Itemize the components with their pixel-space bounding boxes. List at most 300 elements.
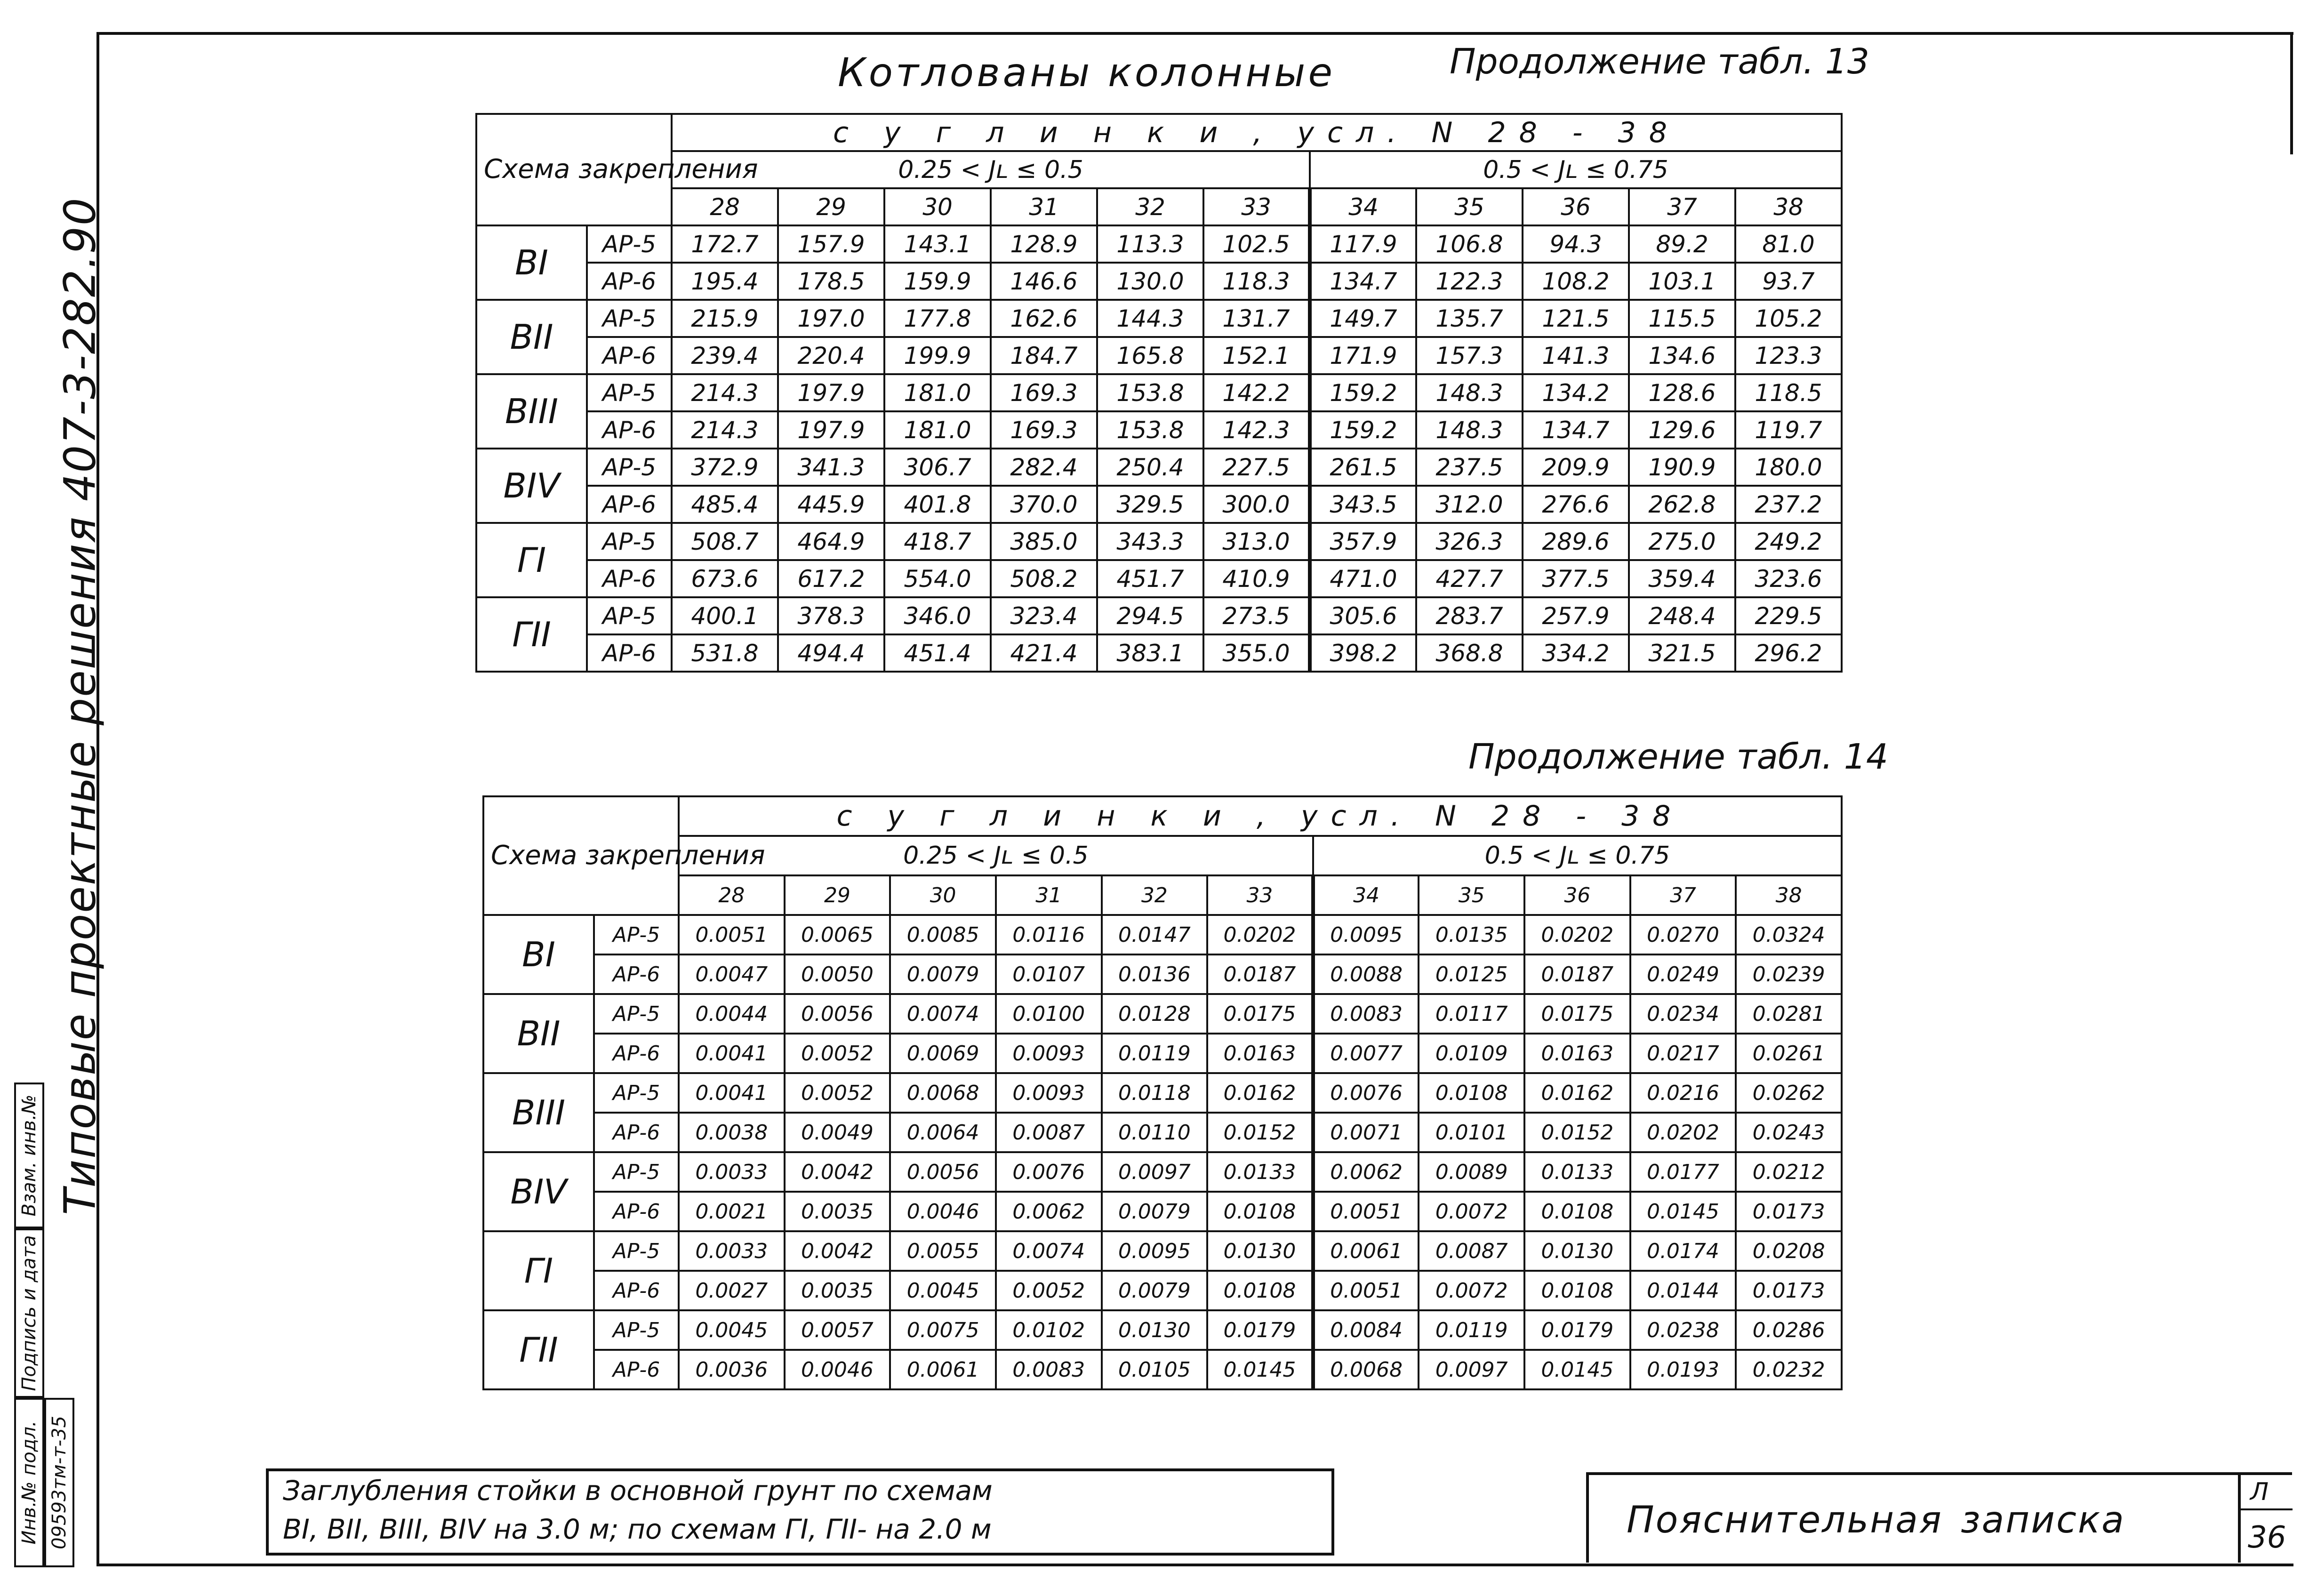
value-cell: 385.0 xyxy=(991,523,1097,560)
value-cell: 0.0057 xyxy=(785,1310,890,1350)
value-cell: 401.8 xyxy=(884,486,991,523)
value-cell: 0.0084 xyxy=(1313,1310,1419,1350)
value-cell: 148.3 xyxy=(1416,374,1523,411)
value-cell: 0.0097 xyxy=(1102,1152,1208,1192)
title-block-left: Пояснительная xyxy=(1627,1499,1943,1541)
value-cell: 0.0021 xyxy=(679,1192,785,1231)
value-cell: 0.0324 xyxy=(1736,915,1842,954)
value-cell: 0.0130 xyxy=(1102,1310,1208,1350)
value-cell: 0.0035 xyxy=(785,1192,890,1231)
column-header: 37 xyxy=(1629,188,1735,225)
anchor-type-cell: АР-6 xyxy=(587,337,672,374)
value-cell: 0.0052 xyxy=(785,1073,890,1113)
value-cell: 0.0109 xyxy=(1419,1034,1524,1073)
value-cell: 0.0232 xyxy=(1736,1350,1842,1389)
value-cell: 0.0068 xyxy=(890,1073,996,1113)
value-cell: 113.3 xyxy=(1097,225,1203,263)
value-cell: 157.3 xyxy=(1416,337,1523,374)
header-row-3 xyxy=(476,188,1842,225)
column-header: 28 xyxy=(679,875,785,915)
value-cell: 105.2 xyxy=(1735,300,1842,337)
anchor-type-cell: АР-6 xyxy=(594,1034,679,1073)
value-cell: 400.1 xyxy=(672,597,778,634)
table14-continuation: Продолжение табл. 14 xyxy=(1468,737,1888,777)
value-cell: 89.2 xyxy=(1629,225,1735,263)
table13-continuation: Продолжение табл. 13 xyxy=(1450,41,1869,82)
table-row xyxy=(476,225,1842,263)
anchor-type-cell: АР-5 xyxy=(594,1231,679,1271)
column-header: 35 xyxy=(1416,188,1523,225)
column-header: 30 xyxy=(884,188,991,225)
value-cell: 0.0095 xyxy=(1102,1231,1208,1271)
value-cell: 209.9 xyxy=(1523,449,1629,486)
value-cell: 227.5 xyxy=(1203,449,1310,486)
frame-top-line xyxy=(96,32,2293,35)
value-cell: 0.0174 xyxy=(1630,1231,1736,1271)
table-row xyxy=(476,374,1842,411)
value-cell: 357.9 xyxy=(1310,523,1416,560)
value-cell: 0.0130 xyxy=(1207,1231,1313,1271)
value-cell: 93.7 xyxy=(1735,263,1842,300)
sheet-number: 36 xyxy=(2248,1520,2286,1555)
page-title: Котлованы колонные xyxy=(838,49,1336,96)
scheme-cell: ВIII xyxy=(476,374,587,449)
value-cell: 0.0128 xyxy=(1102,994,1208,1034)
value-cell: 300.0 xyxy=(1203,486,1310,523)
value-cell: 162.6 xyxy=(991,300,1097,337)
value-cell: 0.0072 xyxy=(1419,1271,1524,1310)
value-cell: 0.0179 xyxy=(1207,1310,1313,1350)
value-cell: 355.0 xyxy=(1203,634,1310,672)
value-cell: 149.7 xyxy=(1310,300,1416,337)
value-cell: 250.4 xyxy=(1097,449,1203,486)
value-cell: 306.7 xyxy=(884,449,991,486)
value-cell: 323.6 xyxy=(1735,560,1842,597)
scheme-cell: ВI xyxy=(476,225,587,300)
value-cell: 0.0208 xyxy=(1736,1231,1842,1271)
value-cell: 410.9 xyxy=(1203,560,1310,597)
value-cell: 128.6 xyxy=(1629,374,1735,411)
value-cell: 312.0 xyxy=(1416,486,1523,523)
table-row xyxy=(476,300,1842,337)
value-cell: 0.0089 xyxy=(1419,1152,1524,1192)
value-cell: 0.0270 xyxy=(1630,915,1736,954)
value-cell: 178.5 xyxy=(778,263,884,300)
value-cell: 273.5 xyxy=(1203,597,1310,634)
value-cell: 673.6 xyxy=(672,560,778,597)
scheme-cell: ВIV xyxy=(483,1152,594,1231)
value-cell: 0.0079 xyxy=(1102,1271,1208,1310)
table-row xyxy=(483,1231,1842,1271)
value-cell: 129.6 xyxy=(1629,411,1735,449)
note-box xyxy=(266,1468,1334,1556)
column-header: 36 xyxy=(1524,875,1630,915)
value-cell: 181.0 xyxy=(884,374,991,411)
anchor-type-cell: АР-6 xyxy=(587,634,672,672)
value-cell: 464.9 xyxy=(778,523,884,560)
scheme-cell: ВIV xyxy=(476,449,587,523)
value-cell: 134.6 xyxy=(1629,337,1735,374)
value-cell: 180.0 xyxy=(1735,449,1842,486)
anchor-type-cell: АР-6 xyxy=(587,411,672,449)
anchor-type-cell: АР-6 xyxy=(594,1192,679,1231)
value-cell: 289.6 xyxy=(1523,523,1629,560)
value-cell: 0.0130 xyxy=(1524,1231,1630,1271)
column-header: 35 xyxy=(1419,875,1524,915)
value-cell: 0.0175 xyxy=(1207,994,1313,1034)
value-cell: 0.0135 xyxy=(1419,915,1524,954)
value-cell: 135.7 xyxy=(1416,300,1523,337)
range-header-1: 0.25 < Jʟ ≤ 0.5 xyxy=(679,836,1313,875)
column-header: 38 xyxy=(1735,188,1842,225)
value-cell: 0.0045 xyxy=(890,1271,996,1310)
value-cell: 343.3 xyxy=(1097,523,1203,560)
value-cell: 0.0108 xyxy=(1524,1271,1630,1310)
value-cell: 0.0117 xyxy=(1419,994,1524,1034)
table-row xyxy=(476,449,1842,486)
value-cell: 0.0064 xyxy=(890,1113,996,1152)
table-row xyxy=(483,954,1842,994)
value-cell: 141.3 xyxy=(1523,337,1629,374)
value-cell: 0.0162 xyxy=(1207,1073,1313,1113)
table-row xyxy=(476,634,1842,672)
value-cell: 326.3 xyxy=(1416,523,1523,560)
value-cell: 0.0075 xyxy=(890,1310,996,1350)
table-row xyxy=(483,1271,1842,1310)
value-cell: 0.0108 xyxy=(1524,1192,1630,1231)
table-row xyxy=(483,1152,1842,1192)
value-cell: 0.0216 xyxy=(1630,1073,1736,1113)
value-cell: 0.0033 xyxy=(679,1231,785,1271)
value-cell: 0.0083 xyxy=(1313,994,1419,1034)
value-cell: 0.0077 xyxy=(1313,1034,1419,1073)
column-header: 32 xyxy=(1097,188,1203,225)
value-cell: 121.5 xyxy=(1523,300,1629,337)
value-cell: 144.3 xyxy=(1097,300,1203,337)
value-cell: 0.0100 xyxy=(996,994,1102,1034)
table-row xyxy=(483,1034,1842,1073)
value-cell: 0.0133 xyxy=(1524,1152,1630,1192)
value-cell: 0.0179 xyxy=(1524,1310,1630,1350)
column-header: 29 xyxy=(785,875,890,915)
value-cell: 0.0144 xyxy=(1630,1271,1736,1310)
stamp-column-signature xyxy=(14,1228,44,1398)
column-header: 29 xyxy=(778,188,884,225)
value-cell: 0.0049 xyxy=(785,1113,890,1152)
value-cell: 0.0238 xyxy=(1630,1310,1736,1350)
value-cell: 0.0187 xyxy=(1524,954,1630,994)
value-cell: 0.0093 xyxy=(996,1034,1102,1073)
stamp-label: Подпись и дата xyxy=(18,1235,40,1391)
value-cell: 0.0286 xyxy=(1736,1310,1842,1350)
value-cell: 275.0 xyxy=(1629,523,1735,560)
value-cell: 159.9 xyxy=(884,263,991,300)
value-cell: 261.5 xyxy=(1310,449,1416,486)
table-row xyxy=(476,411,1842,449)
value-cell: 0.0095 xyxy=(1313,915,1419,954)
value-cell: 214.3 xyxy=(672,411,778,449)
header-row-1 xyxy=(476,114,1842,151)
anchor-type-cell: АР-6 xyxy=(594,1350,679,1389)
value-cell: 368.8 xyxy=(1416,634,1523,672)
table-row xyxy=(483,1192,1842,1231)
value-cell: 305.6 xyxy=(1310,597,1416,634)
value-cell: 0.0125 xyxy=(1419,954,1524,994)
stamp-label: Взам. инв.№ xyxy=(18,1094,40,1217)
value-cell: 383.1 xyxy=(1097,634,1203,672)
value-cell: 0.0101 xyxy=(1419,1113,1524,1152)
value-cell: 237.2 xyxy=(1735,486,1842,523)
value-cell: 148.3 xyxy=(1416,411,1523,449)
table-row xyxy=(483,1113,1842,1152)
value-cell: 0.0065 xyxy=(785,915,890,954)
value-cell: 146.6 xyxy=(991,263,1097,300)
value-cell: 195.4 xyxy=(672,263,778,300)
value-cell: 214.3 xyxy=(672,374,778,411)
value-cell: 421.4 xyxy=(991,634,1097,672)
value-cell: 370.0 xyxy=(991,486,1097,523)
title-block xyxy=(1586,1473,2238,1563)
range-header-2: 0.5 < Jʟ ≤ 0.75 xyxy=(1310,151,1842,188)
value-cell: 197.0 xyxy=(778,300,884,337)
value-cell: 0.0079 xyxy=(890,954,996,994)
side-title: Типовые проектные решения 407-3-282.90 xyxy=(55,197,105,1215)
value-cell: 0.0147 xyxy=(1102,915,1208,954)
column-header: 28 xyxy=(672,188,778,225)
value-cell: 0.0187 xyxy=(1207,954,1313,994)
value-cell: 0.0217 xyxy=(1630,1034,1736,1073)
table-row xyxy=(483,1073,1842,1113)
value-cell: 81.0 xyxy=(1735,225,1842,263)
value-cell: 0.0076 xyxy=(1313,1073,1419,1113)
value-cell: 0.0239 xyxy=(1736,954,1842,994)
value-cell: 128.9 xyxy=(991,225,1097,263)
value-cell: 418.7 xyxy=(884,523,991,560)
value-cell: 0.0108 xyxy=(1207,1192,1313,1231)
value-cell: 276.6 xyxy=(1523,486,1629,523)
value-cell: 0.0051 xyxy=(679,915,785,954)
table14 xyxy=(482,795,1843,1390)
value-cell: 169.3 xyxy=(991,374,1097,411)
value-cell: 0.0108 xyxy=(1419,1073,1524,1113)
value-cell: 329.5 xyxy=(1097,486,1203,523)
value-cell: 0.0074 xyxy=(890,994,996,1034)
value-cell: 159.2 xyxy=(1310,374,1416,411)
column-header: 33 xyxy=(1203,188,1310,225)
column-header: 37 xyxy=(1630,875,1736,915)
anchor-type-cell: АР-5 xyxy=(587,523,672,560)
value-cell: 451.7 xyxy=(1097,560,1203,597)
anchor-type-cell: АР-5 xyxy=(594,1073,679,1113)
value-cell: 152.1 xyxy=(1203,337,1310,374)
stamp-label: Инв.№ подл. xyxy=(18,1420,40,1545)
value-cell: 0.0087 xyxy=(996,1113,1102,1152)
column-header: 33 xyxy=(1207,875,1313,915)
value-cell: 181.0 xyxy=(884,411,991,449)
value-cell: 262.8 xyxy=(1629,486,1735,523)
value-cell: 531.8 xyxy=(672,634,778,672)
value-cell: 321.5 xyxy=(1629,634,1735,672)
value-cell: 119.7 xyxy=(1735,411,1842,449)
value-cell: 0.0056 xyxy=(890,1152,996,1192)
value-cell: 0.0071 xyxy=(1313,1113,1419,1152)
value-cell: 0.0068 xyxy=(1313,1350,1419,1389)
scheme-cell: ВII xyxy=(483,994,594,1073)
value-cell: 0.0119 xyxy=(1419,1310,1524,1350)
value-cell: 378.3 xyxy=(778,597,884,634)
value-cell: 0.0118 xyxy=(1102,1073,1208,1113)
value-cell: 229.5 xyxy=(1735,597,1842,634)
table-row xyxy=(476,486,1842,523)
value-cell: 346.0 xyxy=(884,597,991,634)
anchor-type-cell: АР-5 xyxy=(587,597,672,634)
value-cell: 115.5 xyxy=(1629,300,1735,337)
value-cell: 108.2 xyxy=(1523,263,1629,300)
value-cell: 377.5 xyxy=(1523,560,1629,597)
anchor-type-cell: АР-6 xyxy=(587,560,672,597)
value-cell: 0.0093 xyxy=(996,1073,1102,1113)
value-cell: 0.0202 xyxy=(1630,1113,1736,1152)
value-cell: 427.7 xyxy=(1416,560,1523,597)
value-cell: 215.9 xyxy=(672,300,778,337)
value-cell: 617.2 xyxy=(778,560,884,597)
value-cell: 0.0262 xyxy=(1736,1073,1842,1113)
anchor-type-cell: АР-6 xyxy=(587,263,672,300)
value-cell: 0.0050 xyxy=(785,954,890,994)
value-cell: 296.2 xyxy=(1735,634,1842,672)
value-cell: 0.0036 xyxy=(679,1350,785,1389)
value-cell: 117.9 xyxy=(1310,225,1416,263)
anchor-type-cell: АР-5 xyxy=(587,225,672,263)
value-cell: 134.7 xyxy=(1310,263,1416,300)
value-cell: 0.0119 xyxy=(1102,1034,1208,1073)
header-row-1 xyxy=(483,796,1842,836)
value-cell: 0.0056 xyxy=(785,994,890,1034)
value-cell: 0.0136 xyxy=(1102,954,1208,994)
value-cell: 143.1 xyxy=(884,225,991,263)
value-cell: 0.0105 xyxy=(1102,1350,1208,1389)
column-header: 34 xyxy=(1310,188,1416,225)
value-cell: 0.0062 xyxy=(996,1192,1102,1231)
value-cell: 0.0152 xyxy=(1524,1113,1630,1152)
anchor-type-cell: АР-6 xyxy=(594,1113,679,1152)
value-cell: 134.2 xyxy=(1523,374,1629,411)
value-cell: 165.8 xyxy=(1097,337,1203,374)
value-cell: 0.0061 xyxy=(890,1350,996,1389)
sheet-label: Л xyxy=(2250,1478,2269,1506)
column-header: 31 xyxy=(991,188,1097,225)
value-cell: 359.4 xyxy=(1629,560,1735,597)
value-cell: 142.3 xyxy=(1203,411,1310,449)
sheet-cell xyxy=(2238,1473,2290,1563)
value-cell: 0.0116 xyxy=(996,915,1102,954)
value-cell: 0.0145 xyxy=(1207,1350,1313,1389)
value-cell: 372.9 xyxy=(672,449,778,486)
scheme-cell: ГII xyxy=(476,597,587,672)
value-cell: 0.0261 xyxy=(1736,1034,1842,1073)
table-row xyxy=(483,994,1842,1034)
column-header: 38 xyxy=(1736,875,1842,915)
value-cell: 123.3 xyxy=(1735,337,1842,374)
value-cell: 0.0061 xyxy=(1313,1231,1419,1271)
value-cell: 0.0145 xyxy=(1524,1350,1630,1389)
column-header: 31 xyxy=(996,875,1102,915)
value-cell: 485.4 xyxy=(672,486,778,523)
value-cell: 0.0069 xyxy=(890,1034,996,1073)
table-row xyxy=(483,1350,1842,1389)
value-cell: 153.8 xyxy=(1097,411,1203,449)
column-header: 34 xyxy=(1313,875,1419,915)
soil-header: с у г л и н к и , усл. N 28 - 38 xyxy=(672,114,1842,151)
frame-right-line xyxy=(2290,32,2293,154)
value-cell: 0.0038 xyxy=(679,1113,785,1152)
scheme-cell: ГI xyxy=(476,523,587,597)
value-cell: 0.0045 xyxy=(679,1310,785,1350)
value-cell: 0.0097 xyxy=(1419,1350,1524,1389)
header-row-3 xyxy=(483,875,1842,915)
value-cell: 102.5 xyxy=(1203,225,1310,263)
stamp-value: 09593тм-т-35 xyxy=(48,1416,70,1549)
scheme-cell: ВI xyxy=(483,915,594,994)
value-cell: 257.9 xyxy=(1523,597,1629,634)
value-cell: 0.0041 xyxy=(679,1034,785,1073)
value-cell: 159.2 xyxy=(1310,411,1416,449)
value-cell: 0.0079 xyxy=(1102,1192,1208,1231)
value-cell: 197.9 xyxy=(778,374,884,411)
value-cell: 197.9 xyxy=(778,411,884,449)
frame-bottom-line xyxy=(96,1564,2293,1566)
value-cell: 0.0145 xyxy=(1630,1192,1736,1231)
table-row xyxy=(476,597,1842,634)
table-row xyxy=(476,560,1842,597)
value-cell: 0.0047 xyxy=(679,954,785,994)
value-cell: 0.0108 xyxy=(1207,1271,1313,1310)
value-cell: 0.0163 xyxy=(1524,1034,1630,1073)
value-cell: 0.0202 xyxy=(1207,915,1313,954)
anchor-type-cell: АР-5 xyxy=(587,374,672,411)
value-cell: 343.5 xyxy=(1310,486,1416,523)
value-cell: 94.3 xyxy=(1523,225,1629,263)
value-cell: 0.0249 xyxy=(1630,954,1736,994)
anchor-type-cell: АР-5 xyxy=(594,915,679,954)
value-cell: 334.2 xyxy=(1523,634,1629,672)
value-cell: 153.8 xyxy=(1097,374,1203,411)
table-row xyxy=(476,337,1842,374)
anchor-type-cell: АР-5 xyxy=(594,994,679,1034)
value-cell: 471.0 xyxy=(1310,560,1416,597)
value-cell: 0.0072 xyxy=(1419,1192,1524,1231)
value-cell: 239.4 xyxy=(672,337,778,374)
value-cell: 0.0062 xyxy=(1313,1152,1419,1192)
value-cell: 118.3 xyxy=(1203,263,1310,300)
value-cell: 0.0110 xyxy=(1102,1113,1208,1152)
note-line-2: ВI, ВII, ВIII, ВIV на 3.0 м; по схемам ГI, ГII- на 2.0 м xyxy=(283,1513,992,1545)
soil-header: с у г л и н к и , усл. N 28 - 38 xyxy=(679,796,1842,836)
value-cell: 0.0088 xyxy=(1313,954,1419,994)
value-cell: 237.5 xyxy=(1416,449,1523,486)
value-cell: 294.5 xyxy=(1097,597,1203,634)
value-cell: 0.0083 xyxy=(996,1350,1102,1389)
table-row xyxy=(483,915,1842,954)
value-cell: 0.0102 xyxy=(996,1310,1102,1350)
scheme-cell: ГI xyxy=(483,1231,594,1310)
value-cell: 0.0042 xyxy=(785,1231,890,1271)
value-cell: 0.0051 xyxy=(1313,1192,1419,1231)
value-cell: 0.0041 xyxy=(679,1073,785,1113)
range-header-1: 0.25 < Jʟ ≤ 0.5 xyxy=(672,151,1310,188)
table-row xyxy=(476,523,1842,560)
stamp-column-original xyxy=(14,1398,44,1567)
